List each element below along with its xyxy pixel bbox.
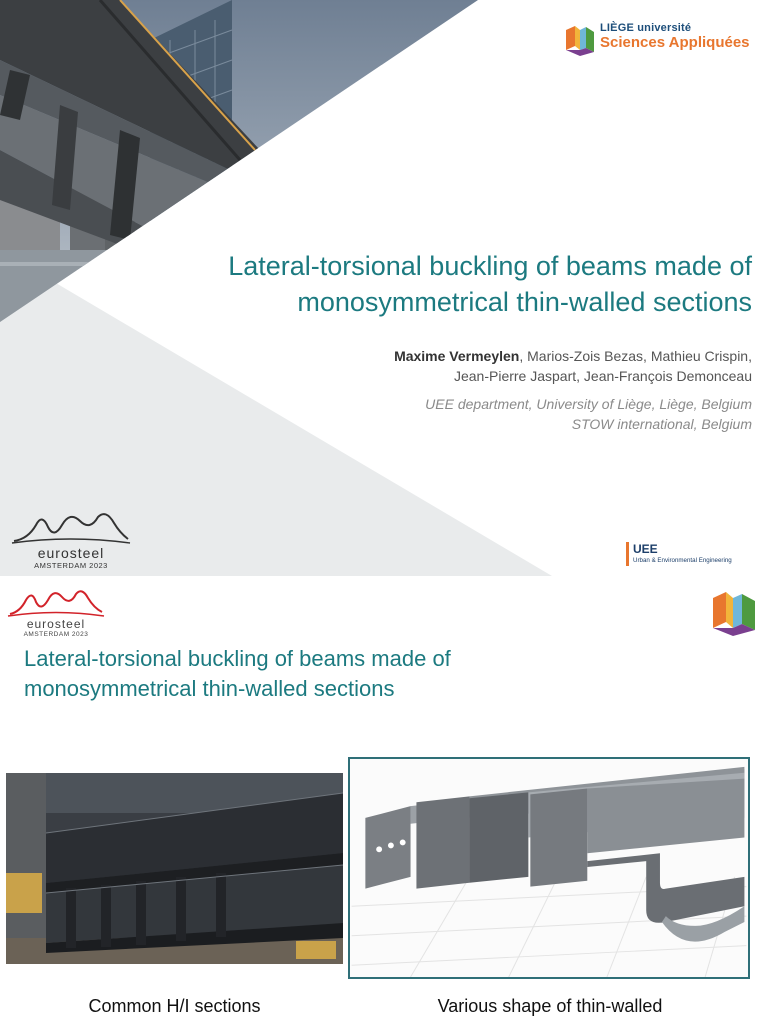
affiliations xyxy=(252,394,752,434)
uee-full-name: Urban & Environmental Engineering xyxy=(633,557,732,564)
content-slide xyxy=(0,576,768,1024)
eurosteel-logo xyxy=(10,505,132,571)
affiliation-line-2: STOW international, Belgium xyxy=(571,416,752,432)
uliege-sciences-logo xyxy=(566,20,756,60)
eurosteel-word: eurosteel xyxy=(37,545,105,561)
eurosteel-wave-icon xyxy=(10,505,132,545)
h-sections-photo xyxy=(6,773,343,964)
slide-title xyxy=(152,248,752,320)
uee-bar-shape xyxy=(626,542,629,566)
affiliation-line-1: UEE department, University of Liège, Liège, Belgium xyxy=(425,396,752,412)
title-line-2: monosymmetrical thin-walled sections xyxy=(297,287,752,317)
title-line-1: Lateral-torsional buckling of beams made of xyxy=(24,646,451,671)
logo-bottom-text: Sciences Appliquées xyxy=(600,34,750,51)
title-line-1: Lateral-torsional buckling of beams made of xyxy=(228,251,752,281)
caption-thin-walled-sections: Various shape of thin-walled xyxy=(437,996,663,1016)
uee-name: UEE xyxy=(633,542,658,556)
uliege-cube-icon xyxy=(566,24,594,56)
title-line-2: monosymmetrical thin-walled sections xyxy=(24,676,395,701)
thin-walled-sections-photo xyxy=(348,757,750,979)
eurosteel-subtitle: AMSTERDAM 2023 xyxy=(34,561,108,570)
eurosteel-subtitle: AMSTERDAM 2023 xyxy=(23,631,89,638)
coauthors-line-2: Jean-Pierre Jaspart, Jean-François Demonceau xyxy=(453,368,752,384)
logo-top-text: LIÈGE université xyxy=(600,22,692,34)
authors xyxy=(252,346,752,386)
coauthors-line-1: , Marios-Zois Bezas, Mathieu Crispin, xyxy=(519,348,752,364)
uliege-cube-icon xyxy=(713,590,755,636)
caption-common-sections: Common H/I sections xyxy=(88,996,261,1016)
eurosteel-logo-red xyxy=(6,584,106,640)
presenter-name: Maxime Vermeylen xyxy=(394,348,520,364)
uee-logo xyxy=(626,542,756,570)
slide-title xyxy=(24,644,624,704)
eurosteel-word: eurosteel xyxy=(26,617,86,631)
eurosteel-wave-red-icon xyxy=(6,584,106,618)
